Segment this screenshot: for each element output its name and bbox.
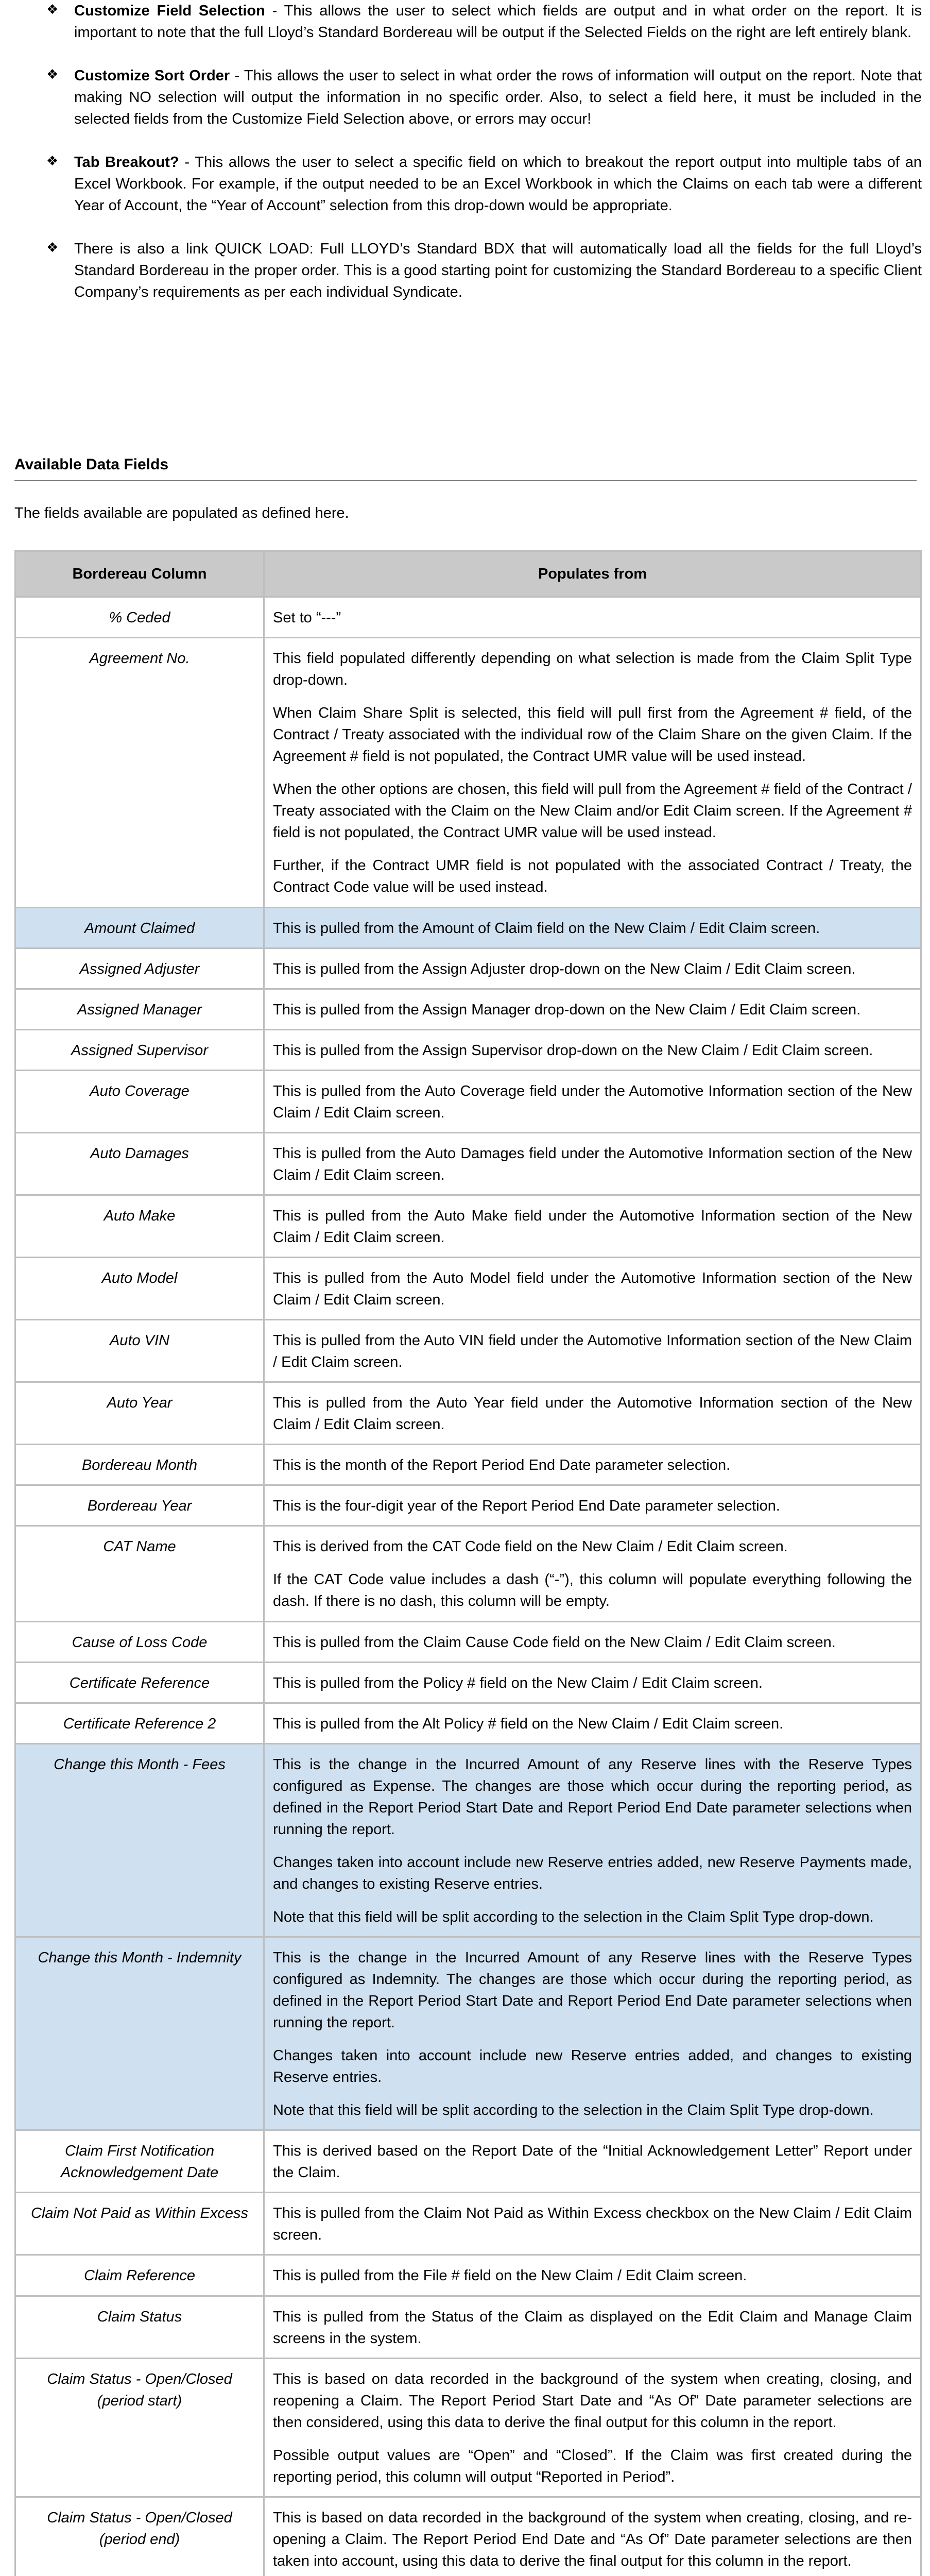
description-paragraph: This is pulled from the Assign Supervisor drop-down on the New Claim / Edit Claim screen. [273, 1042, 873, 1059]
description-paragraph: Note that this field will be split according to the selection in the Claim Split Type drop-down. [273, 2102, 874, 2119]
bordereau-column-cell: Auto Damages [15, 1132, 264, 1195]
table-row [15, 1070, 921, 1132]
bordereau-column-cell: Claim Reference [15, 2255, 264, 2296]
description-paragraph: This is pulled from the Auto Year field under the Automotive Information section of the New Claim / Edit Claim screen. [273, 1395, 912, 1433]
populates-from-cell [264, 1257, 921, 1319]
populates-from-cell [264, 1132, 921, 1195]
description-paragraph: This is pulled from the File # field on the New Claim / Edit Claim screen. [273, 2267, 747, 2284]
populates-from-cell [264, 1526, 921, 1621]
bullet-customize-field-selection [46, 0, 922, 43]
bullet-quick-load [46, 238, 922, 303]
populates-from-cell [264, 1382, 921, 1445]
description-paragraph: When Claim Share Split is selected, this field will pull first from the Agreement # field, of the Contract / Treaty associated with the individual row of the Claim Share on the given Claim. If the Agreement # field is not populated, the Contract UMR value will be used instead. [273, 705, 912, 765]
populates-from-cell [264, 2296, 921, 2358]
description-paragraph: Further, if the Contract UMR field is not populated with the associated Contract / Treaty, the Contract Code value will be used instead. [273, 857, 912, 896]
table-row [15, 2255, 921, 2296]
description-paragraph: This is pulled from the Alt Policy # field on the New Claim / Edit Claim screen. [273, 1715, 784, 1732]
bordereau-column-cell: Certificate Reference 2 [15, 1703, 264, 1743]
description-paragraph: This is the four-digit year of the Report Period End Date parameter selection. [273, 1498, 780, 1515]
table-body [15, 597, 921, 2576]
description-paragraph: If the CAT Code value includes a dash (“-”), this column will populate everything following the dash. If there is no dash, this column will be empty. [273, 1571, 912, 1610]
populates-from-cell [264, 2193, 921, 2255]
description-paragraph: This is based on data recorded in the background of the system when creating, closing, and re-opening a Claim. The Report Period End Date and “As Of” Date parameter selections are then taken into account, using this data to derive the final output for this column in the report. [273, 2509, 912, 2569]
populates-from-cell [264, 1621, 921, 1662]
description-paragraph: This is the change in the Incurred Amount of any Reserve lines with the Reserve Types configured as Expense. The changes are those which occur during the reporting period, as defined in the Report Period Start Date and Report Period End Date parameter selections when running the report. [273, 1756, 912, 1838]
bordereau-column-cell: Auto Model [15, 1257, 264, 1319]
description-paragraph: This is pulled from the Status of the Claim as displayed on the Edit Claim and Manage Claim screens in the system. [273, 2308, 912, 2347]
bordereau-column-cell: Assigned Adjuster [15, 948, 264, 989]
description-paragraph: This is pulled from the Auto Damages field under the Automotive Information section of the New Claim / Edit Claim screen. [273, 1145, 912, 1183]
populates-from-cell [264, 2497, 921, 2576]
bordereau-column-cell: Auto VIN [15, 1320, 264, 1382]
table-row [15, 638, 921, 907]
table-row [15, 1029, 921, 1070]
header-bordereau-column: Bordereau Column [15, 551, 264, 597]
table-row [15, 1132, 921, 1195]
diamond-bullet-icon: ❖ [46, 2, 59, 17]
bordereau-column-cell: Assigned Supervisor [15, 1029, 264, 1070]
header-populates-from: Populates from [264, 551, 921, 597]
description-paragraph: When the other options are chosen, this field will pull from the Agreement # field of the Contract / Treaty associated with the Claim on the New Claim and/or Edit Claim screen. If the Agreement # field is not populated, the Contract UMR value will be used instead. [273, 781, 912, 841]
description-paragraph: This is pulled from the Policy # field on the New Claim / Edit Claim screen. [273, 1674, 763, 1691]
bordereau-column-cell: Cause of Loss Code [15, 1621, 264, 1662]
populates-from-cell [264, 1320, 921, 1382]
diamond-bullet-icon: ❖ [46, 240, 59, 256]
populates-from-cell [264, 2130, 921, 2193]
table-row [15, 597, 921, 638]
bordereau-column-cell: Auto Coverage [15, 1070, 264, 1132]
description-paragraph: This is pulled from the Claim Not Paid as Within Excess checkbox on the New Claim / Edit Claim screen. [273, 2205, 912, 2244]
table-row [15, 1445, 921, 1485]
bordereau-column-cell: Bordereau Year [15, 1485, 264, 1526]
table-row [15, 1382, 921, 1445]
data-fields-table [14, 550, 922, 2576]
populates-from-cell [264, 1029, 921, 1070]
table-header-row [15, 551, 921, 597]
description-paragraph: This is pulled from the Auto Model field under the Automotive Information section of the New Claim / Edit Claim screen. [273, 1269, 912, 1309]
table-row [15, 2193, 921, 2255]
populates-from-cell [264, 2358, 921, 2497]
bullet-text: - This allows the user to select in what order the rows of information will output on the report. Note that making NO selection will output the information in no specific order. Also, to select a field here, it must be included in the selected fields from the Customize Field Selection above, or errors may occur! [74, 67, 922, 128]
table-row [15, 1485, 921, 1526]
populates-from-cell [264, 1445, 921, 1485]
table-row [15, 1743, 921, 1937]
description-paragraph: Possible output values are “Open” and “Closed”. If the Claim was first created during the reporting period, this column will output “Reported in Period”. [273, 2447, 912, 2485]
section-intro: The fields available are populated as defined here. [14, 505, 349, 521]
bullet-title: Customize Field Selection [74, 3, 265, 19]
bullet-text: - This allows the user to select a specific field on which to breakout the report output into multiple tabs of an Excel Workbook. For example, if the output needed to be an Excel Workbook in which the Claims on each tab were a different Year of Account, the “Year of Account” selection from this drop-down would be appropriate. [74, 154, 922, 214]
table-row [15, 907, 921, 948]
table-row [15, 1621, 921, 1662]
bordereau-column-cell: Claim First Notification Acknowledgement Date [15, 2130, 264, 2193]
table-row [15, 2296, 921, 2358]
populates-from-cell [264, 597, 921, 638]
table-row [15, 1195, 921, 1257]
bordereau-column-cell: Certificate Reference [15, 1662, 264, 1703]
bullet-tab-breakout [46, 151, 922, 216]
table-row [15, 1937, 921, 2130]
bordereau-column-cell: Amount Claimed [15, 907, 264, 948]
bordereau-column-cell: Agreement No. [15, 638, 264, 907]
description-paragraph: This is based on data recorded in the background of the system when creating, closing, and reopening a Claim. The Report Period Start Date and “As Of” Date parameter selections are then considered, using this data to derive the final output for this column in the report. [273, 2370, 912, 2431]
bullet-customize-sort-order [46, 65, 922, 130]
bordereau-column-cell: Claim Status - Open/Closed (period end) [15, 2497, 264, 2576]
bordereau-column-cell: Claim Status [15, 2296, 264, 2358]
table-row [15, 2130, 921, 2193]
bordereau-column-cell: Assigned Manager [15, 989, 264, 1029]
bullet-title: Tab Breakout? [74, 154, 179, 171]
bordereau-column-cell: Auto Make [15, 1195, 264, 1257]
description-paragraph: This is pulled from the Auto VIN field under the Automotive Information section of the New Claim / Edit Claim screen. [273, 1332, 912, 1371]
populates-from-cell [264, 2255, 921, 2296]
bordereau-column-cell: Change this Month - Fees [15, 1743, 264, 1937]
diamond-bullet-icon: ❖ [46, 153, 59, 169]
description-paragraph: Changes taken into account include new Reserve entries added, and changes to existing Reserve entries. [273, 2047, 912, 2086]
populates-from-cell [264, 1662, 921, 1703]
description-paragraph: Changes taken into account include new Reserve entries added, new Reserve Payments made, and changes to existing Reserve entries. [273, 1854, 912, 1892]
table-row [15, 1703, 921, 1743]
bordereau-column-cell: Claim Status - Open/Closed (period start) [15, 2358, 264, 2497]
table-row [15, 2358, 921, 2497]
bordereau-column-cell: Bordereau Month [15, 1445, 264, 1485]
section-heading: Available Data Fields [14, 453, 917, 481]
description-paragraph: This is pulled from the Auto Make field under the Automotive Information section of the New Claim / Edit Claim screen. [273, 1207, 912, 1246]
description-paragraph: Note that this field will be split according to the selection in the Claim Split Type drop-down. [273, 1908, 874, 1925]
description-paragraph: Set to “---” [273, 609, 341, 626]
table-row [15, 948, 921, 989]
bordereau-column-cell: Claim Not Paid as Within Excess [15, 2193, 264, 2255]
table-row [15, 989, 921, 1029]
bullet-title: Customize Sort Order [74, 67, 230, 84]
bordereau-column-cell: Auto Year [15, 1382, 264, 1445]
populates-from-cell [264, 989, 921, 1029]
description-paragraph: This is the month of the Report Period End Date parameter selection. [273, 1457, 731, 1474]
bullet-text: There is also a link QUICK LOAD: Full LLOYD’s Standard BDX that will automatically load all the fields for the full Lloyd’s Standard Bordereau in the proper order. This is a good starting point for customizing the Standard Bordereau to a specific Client Company’s requirements as per each individual Syndicate. [74, 241, 922, 301]
diamond-bullet-icon: ❖ [46, 66, 59, 82]
description-paragraph: This is pulled from the Amount of Claim field on the New Claim / Edit Claim screen. [273, 920, 820, 937]
populates-from-cell [264, 1743, 921, 1937]
description-paragraph: This is the change in the Incurred Amount of any Reserve lines with the Reserve Types configured as Indemnity. The changes are those which occur during the reporting period, as defined in the Report Period Start Date and Report Period End Date parameter selections when running the report. [273, 1949, 912, 2031]
description-paragraph: This is pulled from the Assign Adjuster drop-down on the New Claim / Edit Claim screen. [273, 960, 856, 977]
populates-from-cell [264, 1070, 921, 1132]
table-row [15, 1320, 921, 1382]
bordereau-column-cell: % Ceded [15, 597, 264, 638]
description-paragraph: This field populated differently depending on what selection is made from the Claim Split Type drop-down. [273, 650, 912, 689]
description-paragraph: This is derived from the CAT Code field on the New Claim / Edit Claim screen. [273, 1538, 788, 1555]
description-paragraph: This is pulled from the Assign Manager drop-down on the New Claim / Edit Claim screen. [273, 1001, 861, 1018]
description-paragraph: This is pulled from the Claim Cause Code field on the New Claim / Edit Claim screen. [273, 1634, 836, 1651]
populates-from-cell [264, 638, 921, 907]
table-row [15, 1526, 921, 1621]
table-row [15, 1257, 921, 1319]
table-row [15, 2497, 921, 2576]
bordereau-column-cell: CAT Name [15, 1526, 264, 1621]
populates-from-cell [264, 1703, 921, 1743]
bullet-text: - This allows the user to select which fields are output and in what order on the report. It is important to note that the full Lloyd’s Standard Bordereau will be output if the Selected Fields on the right are left entirely blank. [74, 3, 922, 41]
populates-from-cell [264, 1937, 921, 2130]
bullet-list [46, 0, 922, 325]
populates-from-cell [264, 948, 921, 989]
table-row [15, 1662, 921, 1703]
description-paragraph: This is pulled from the Auto Coverage field under the Automotive Information section of the New Claim / Edit Claim screen. [273, 1082, 912, 1121]
populates-from-cell [264, 1485, 921, 1526]
description-paragraph: This is derived based on the Report Date of the “Initial Acknowledgement Letter” Report under the Claim. [273, 2143, 912, 2181]
populates-from-cell [264, 907, 921, 948]
bordereau-column-cell: Change this Month - Indemnity [15, 1937, 264, 2130]
populates-from-cell [264, 1195, 921, 1257]
